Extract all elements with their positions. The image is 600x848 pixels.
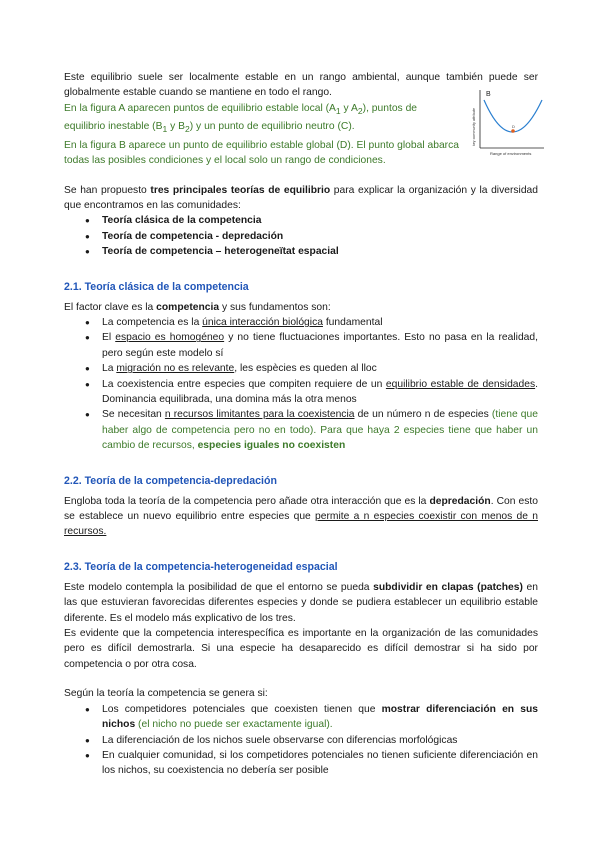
list-item: ● La competencia es la única interacción biológica fundamental xyxy=(64,315,538,330)
figure-a-caption: En la figura A aparecen puntos de equilibrio estable local ($A_1$ y $A_2$), puntos de equilibrio inestable ($B_1$ y $B_2$) y un punto de equilibrio neutro (C). xyxy=(64,102,418,135)
section-heading-2-2: 2.2. Teoría de la competencia-depredación xyxy=(64,474,277,487)
figure-y-label: key community attribute xyxy=(472,108,476,146)
list-item: ● Teoría clásica de la competencia xyxy=(64,213,538,228)
section-heading-2-1: 2.1. Teoría clásica de la competencia xyxy=(64,280,249,293)
list-item: ● La coexistencia entre especies que compiten requiere de un equilibrio estable de densidades. Dominancia equilibrada, una domina más la otra menos xyxy=(64,377,538,408)
section3-list xyxy=(64,702,538,779)
theories-intro: Se han propuesto tres principales teorías de equilibrio para explicar la organización y la diversidad que encontramos en las comunidades: xyxy=(64,184,538,211)
list-item: ● Teoría de competencia – heterogeneïtat espacial xyxy=(64,244,538,259)
section1-lead: El factor clave es la competencia y sus fundamentos son: xyxy=(64,301,331,313)
figure-b-caption: En la figura B aparece un punto de equilibrio estable global (D). El punto global abarca todas las posibles condiciones y el local solo un rango de condiciones. xyxy=(64,139,459,167)
section3-paragraph-1: Este modelo contempla la posibilidad de que el entorno se pueda subdividir en clapas (patches) en las que estuvieran favorecidas diferentes especies y donde se pudiera establecer un equilibrio estable diferente. Es el modelo más explicativo de los tres. xyxy=(64,581,538,624)
list-item: ● La migración no es relevante, les espècies es queden al lloc xyxy=(64,361,538,376)
figure-point-label: D xyxy=(512,124,515,129)
section1-list xyxy=(64,315,538,454)
list-item: ● Los competidores potenciales que coexisten tienen que mostrar diferenciación en sus nichos (el nicho no puede ser exactamente igual). xyxy=(64,702,538,733)
section3-paragraph-2: Es evidente que la competencia interespecífica es importante en la organización de las comunidades pero es difícil demostrarla. Si una especie ha desaparecido es difícil demostrar si ha sido por competencia o por otra cosa. xyxy=(64,628,538,670)
section2-paragraph: Engloba toda la teoría de la competencia pero añade otra interacción que es la depredación. Con esto se establece un nuevo equilibrio entre especies que permite a n especies coexistir con menos de n recursos. xyxy=(64,495,538,538)
list-item: ● Se necesitan n recursos limitantes para la coexistencia de un número n de especies (tiene que haber algo de competencia pero no en todo). Para que haya 2 especies tiene que haber un cambio de recursos, especies iguales no coexisten xyxy=(64,407,538,453)
figure-letter: B xyxy=(486,91,491,98)
list-item: ● En cualquier comunidad, si los competidores potenciales no tienen suficiente diferenciación en los nichos, su coexistencia no debería ser posible xyxy=(64,748,538,779)
section-heading-2-3: 2.3. Teoría de la competencia-heterogeneidad espacial xyxy=(64,560,338,573)
figure-x-label: Range of environments xyxy=(490,151,532,156)
section3-lead: Según la teoría la competencia se genera si: xyxy=(64,688,268,700)
list-item: ● Teoría de competencia - depredación xyxy=(64,229,538,244)
document-body xyxy=(64,70,538,779)
theories-list xyxy=(64,213,538,259)
list-item: ● La diferenciación de los nichos suele observarse con diferencias morfológicas xyxy=(64,733,538,748)
intro-paragraph: Este equilibrio suele ser localmente estable en un rango ambiental, aunque también puede ser globalmente estable cuando se mantiene en todo el rango. xyxy=(64,72,538,99)
list-item: ● El espacio es homogéneo y no tiene fluctuaciones importantes. Esto no pasa en la realidad, pero según este modelo sí xyxy=(64,330,538,361)
